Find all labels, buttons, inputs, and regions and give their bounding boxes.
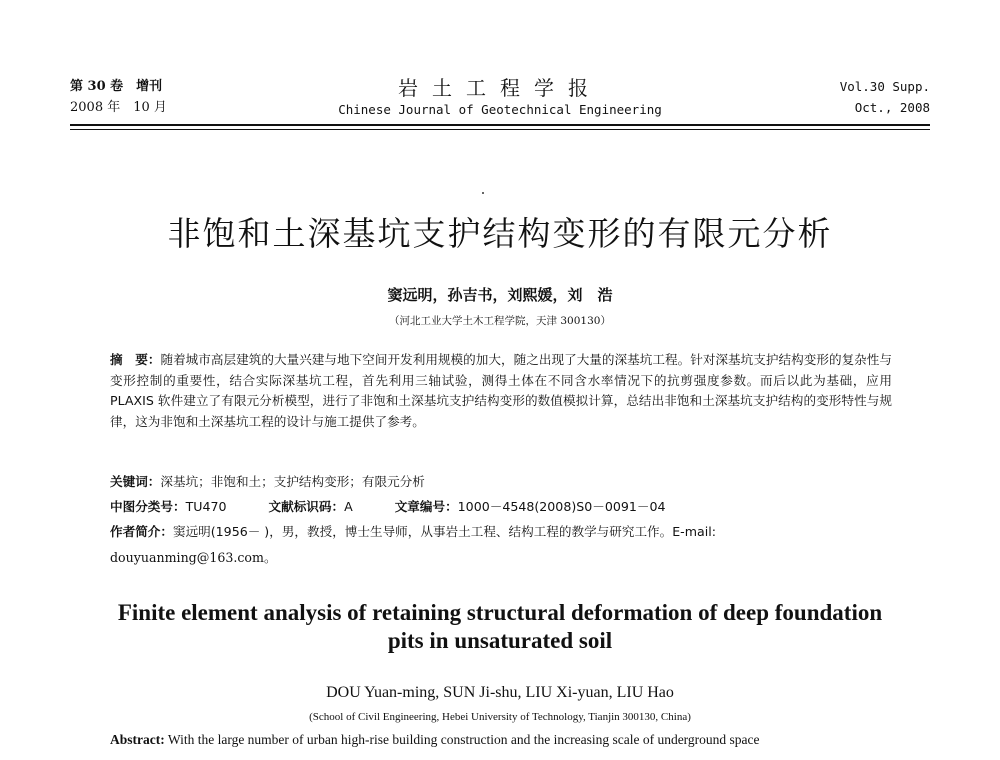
keywords-text: 深基坑；非饱和土；支护结构变形；有限元分析 xyxy=(160,474,425,489)
abstract-en xyxy=(110,731,760,749)
classification-line xyxy=(110,497,666,517)
author-bio xyxy=(110,522,716,542)
clc-value: TU470 xyxy=(185,499,227,514)
abstract-cn xyxy=(110,350,892,432)
abstract-cn-label: 摘 要： xyxy=(110,352,161,367)
header-right xyxy=(840,76,930,118)
affiliation-cn: （河北工业大学土木工程学院，天津 300130） xyxy=(389,315,611,327)
date-en: Oct., 2008 xyxy=(854,100,930,115)
header-center xyxy=(70,76,930,120)
abstract-en-label: Abstract: xyxy=(110,732,165,747)
title-en-line-1: Finite element analysis of retaining structural deformation of deep foundation xyxy=(117,600,883,625)
authors-cn: 窦远明，孙吉书，刘熙媛，刘 浩 xyxy=(387,286,613,304)
stray-dot xyxy=(482,192,484,194)
paper-title-cn: 非饱和土深基坑支护结构变形的有限元分析 xyxy=(167,214,833,253)
clc-label: 中图分类号： xyxy=(110,499,186,514)
journal-header xyxy=(70,76,930,122)
abstract-cn-text: 随着城市高层建筑的大量兴建与地下空间开发利用规模的加大，随之出现了大量的深基坑工程。针对深基坑支护结构变形的复杂性与变形控制的重要性，结合实际深基坑工程，首先利用三轴试验，测得土体在不同含水率情况下的抗剪强度参数。而后以此为基础，应用 PLAXIS 软件建立了有限元分析模型，进行了非饱和土深基坑支护结构变形的数值模拟计算，总结出非饱和土深基坑支护结构的变形特性与规律，这为非饱和土深基坑工程的设计与施工提供了参考。 xyxy=(110,352,893,429)
volume-cn: 第 30 卷 增刊 xyxy=(70,79,163,94)
journal-name-cn: 岩土工程学报 xyxy=(398,76,602,100)
doc-code-label: 文献标识码： xyxy=(268,499,345,514)
volume-en: Vol.30 Supp. xyxy=(839,79,930,94)
doc-code-value: A xyxy=(344,499,353,514)
bio-label: 作者简介： xyxy=(110,524,173,539)
journal-name-en: Chinese Journal of Geotechnical Engineering xyxy=(338,102,662,117)
keywords-label: 关键词： xyxy=(110,474,161,489)
title-en-line-2: pits in unsaturated soil xyxy=(387,628,613,653)
author-email: douyuanming@163.com。 xyxy=(110,550,277,565)
bio-text: 窦远明(1956－ )，男，教授，博士生导师，从事岩土工程、结构工程的教学与研究工作。E-mail: xyxy=(172,524,716,539)
header-rule-thick xyxy=(70,124,930,126)
article-no-value: 1000－4548(2008)S0－0091－04 xyxy=(457,499,666,514)
header-rule-thin xyxy=(70,129,930,130)
article-no-label: 文章编号： xyxy=(394,499,458,514)
abstract-en-text: With the large number of urban high-rise building construction and the increasing scale of underground space xyxy=(167,732,760,747)
affiliation-en: (School of Civil Engineering, Hebei University of Technology, Tianjin 300130, China) xyxy=(309,711,691,723)
keywords-cn xyxy=(110,472,425,492)
authors-en: DOU Yuan-ming, SUN Ji-shu, LIU Xi-yuan, LIU Hao xyxy=(326,684,674,701)
date-cn: 2008 年 10 月 xyxy=(70,100,167,115)
paper-title-en xyxy=(0,599,1000,655)
